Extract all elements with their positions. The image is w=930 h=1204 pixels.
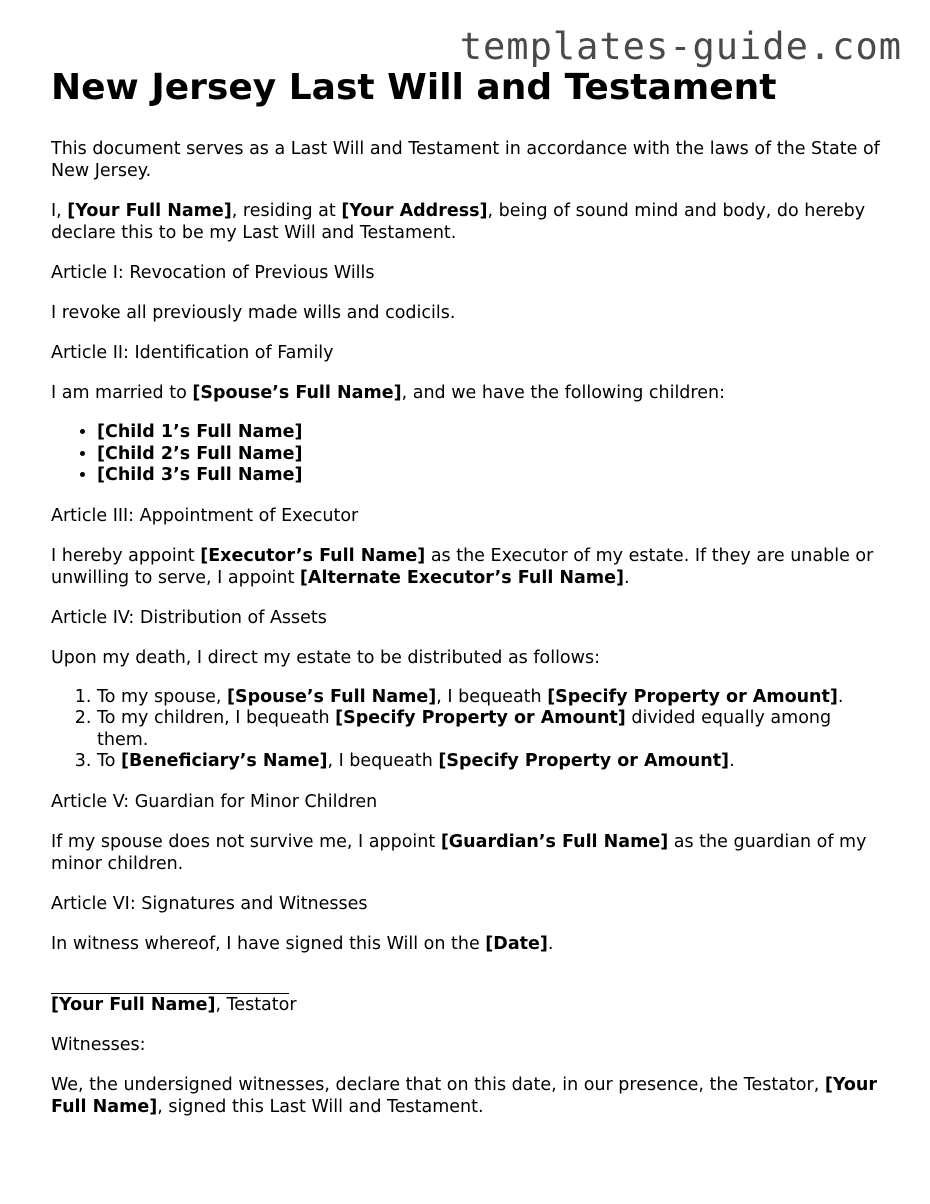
- document-title: New Jersey Last Will and Testament: [51, 67, 777, 108]
- guardian-name-placeholder: [Guardian’s Full Name]: [440, 831, 669, 852]
- article-6-text: [51, 933, 881, 955]
- signature-line: [51, 973, 289, 994]
- text-span: , I bequeath: [327, 751, 439, 771]
- distribution-list: [51, 687, 881, 773]
- text-span: .: [547, 933, 554, 954]
- list-item: [97, 444, 881, 466]
- text-span: , being of sound mind and body, do hereby declare this to be my Last Will and Testament.: [51, 201, 866, 243]
- witnesses-declaration: [51, 1074, 881, 1118]
- article-3-heading: Article III: Appointment of Executor: [51, 505, 359, 526]
- child-name-placeholder: [Child 1’s Full Name]: [97, 422, 303, 442]
- text-span: I am married to: [51, 383, 193, 403]
- signature-block: [51, 973, 881, 1016]
- date-placeholder: [Date]: [485, 933, 548, 954]
- testator-name-placeholder: [Your Full Name]: [51, 1074, 878, 1117]
- text-span: If my spouse does not survive me, I appoint: [51, 831, 441, 852]
- watermark: templates-guide.com: [459, 25, 902, 68]
- text-span: .: [729, 751, 735, 771]
- child-name-placeholder: [Child 3’s Full Name]: [97, 465, 303, 485]
- signature-role: , Testator: [215, 994, 297, 1015]
- property-placeholder: [Specify Property or Amount]: [335, 708, 626, 728]
- text-span: divided equally among them.: [97, 708, 832, 750]
- text-span: To my spouse,: [97, 686, 227, 707]
- article-6-heading: Article VI: Signatures and Witnesses: [51, 893, 368, 914]
- intro-paragraph: This document serves as a Last Will and Testament in accordance with the laws of the State of New Jersey.: [51, 139, 880, 181]
- spouse-name-placeholder: [Spouse’s Full Name]: [192, 383, 402, 403]
- text-span: .: [623, 567, 630, 588]
- list-item: [97, 751, 881, 773]
- text-span: , I bequeath: [436, 686, 548, 707]
- text-span: as the guardian of my minor children.: [51, 831, 867, 874]
- text-span: , signed this Last Will and Testament.: [157, 1096, 484, 1117]
- article-1-text: I revoke all previously made wills and codicils.: [51, 303, 456, 323]
- testator-name-placeholder: [Your Full Name]: [67, 201, 232, 221]
- executor-name-placeholder: [Executor’s Full Name]: [200, 545, 426, 566]
- document-page: [51, 66, 881, 1136]
- beneficiary-placeholder: [Beneficiary’s Name]: [121, 751, 328, 771]
- text-span: To: [97, 751, 121, 771]
- address-placeholder: [Your Address]: [341, 201, 488, 221]
- declaration-paragraph: [51, 200, 881, 244]
- text-span: In witness whereof, I have signed this Will on the: [51, 933, 486, 954]
- property-placeholder: [Specify Property or Amount]: [547, 686, 838, 707]
- text-span: I,: [51, 201, 68, 221]
- list-item: [97, 708, 881, 751]
- children-list: [51, 422, 881, 487]
- article-4-heading: Article IV: Distribution of Assets: [51, 607, 327, 628]
- article-5-heading: Article V: Guardian for Minor Children: [51, 791, 378, 812]
- article-4-text: Upon my death, I direct my estate to be distributed as follows:: [51, 647, 600, 668]
- list-item: [97, 687, 881, 709]
- text-span: , and we have the following children:: [401, 383, 725, 403]
- article-2-text: [51, 382, 881, 404]
- testator-name-placeholder: [Your Full Name]: [51, 994, 216, 1015]
- child-name-placeholder: [Child 2’s Full Name]: [97, 443, 303, 464]
- article-2-heading: Article II: Identification of Family: [51, 343, 334, 363]
- list-item: [97, 465, 881, 487]
- list-item: [97, 422, 881, 444]
- spouse-name-placeholder: [Spouse’s Full Name]: [227, 686, 437, 707]
- text-span: I hereby appoint: [51, 545, 201, 566]
- article-3-text: [51, 545, 881, 589]
- text-span: We, the undersigned witnesses, declare that on this date, in our presence, the Testator,: [51, 1074, 825, 1095]
- text-span: , residing at: [231, 201, 342, 221]
- witnesses-label: Witnesses:: [51, 1034, 146, 1055]
- article-1-heading: Article I: Revocation of Previous Wills: [51, 263, 375, 283]
- text-span: To my children, I bequeath: [97, 708, 336, 728]
- text-span: .: [837, 686, 844, 707]
- alternate-executor-placeholder: [Alternate Executor’s Full Name]: [299, 567, 624, 588]
- property-placeholder: [Specify Property or Amount]: [438, 751, 730, 771]
- text-span: as the Executor of my estate. If they are unable or unwilling to serve, I appoint: [51, 545, 874, 588]
- article-5-text: [51, 831, 881, 875]
